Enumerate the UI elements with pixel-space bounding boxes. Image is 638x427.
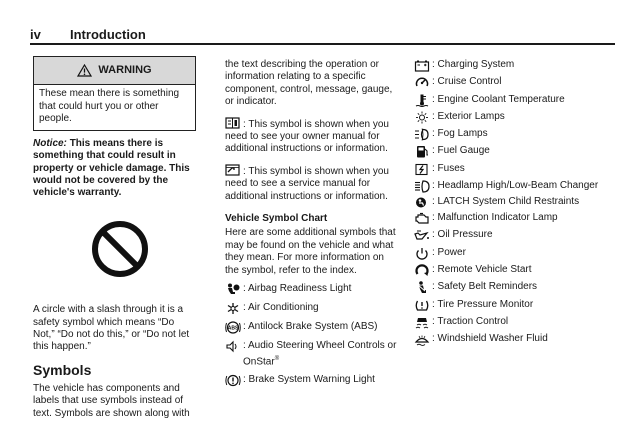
symbol-item-headlamp: : Headlamp High/Low-Beam Changer <box>414 180 614 193</box>
fog-lamps-icon <box>414 128 430 141</box>
page-number: iv <box>30 27 41 42</box>
battery-icon <box>414 59 430 72</box>
remote-start-icon <box>414 264 430 277</box>
symbol-item-airbag: : Airbag Readiness Light <box>225 283 397 296</box>
symbol-item-cruise: : Cruise Control <box>414 76 614 89</box>
seat-belt-icon <box>414 281 430 294</box>
service-manual-note: : This symbol is shown when you need to see a service manual for additional instructions or information. <box>225 165 389 202</box>
symbol-item-abs: ABS : Antilock Brake System (ABS) <box>225 321 397 334</box>
column-1 <box>33 56 196 420</box>
warning-title: WARNING <box>98 64 152 77</box>
coolant-temperature-icon <box>414 94 430 107</box>
fuses-icon <box>414 163 430 176</box>
traction-control-icon <box>414 316 430 329</box>
column-3 <box>414 59 614 350</box>
oil-pressure-icon <box>414 229 430 242</box>
tire-pressure-icon <box>414 299 430 312</box>
chart-intro: Here are some additional symbols that may be found on the vehicle and what they mean. For more information on the symbol, refer to the index. <box>225 227 396 276</box>
service-manual-icon <box>225 164 240 176</box>
power-icon <box>414 247 430 260</box>
audio-steering-icon <box>225 340 241 353</box>
symbol-item-charging: : Charging System <box>414 59 614 72</box>
air-conditioning-icon <box>225 302 241 315</box>
chart-heading: Vehicle Symbol Chart <box>225 213 328 225</box>
symbol-item-air-conditioning: : Air Conditioning <box>225 302 397 315</box>
symbol-item-fuel: : Fuel Gauge <box>414 145 614 158</box>
symbol-item-malfunction: : Malfunction Indicator Lamp <box>414 212 614 225</box>
symbols-intro: The vehicle has components and labels that use symbols instead of text. Symbols are shown along with <box>33 382 190 419</box>
latch-icon <box>414 196 430 209</box>
symbol-item-fog-lamps: : Fog Lamps <box>414 128 614 141</box>
symbol-item-remote-start: : Remote Vehicle Start <box>414 264 614 277</box>
owner-manual-icon <box>225 117 240 129</box>
notice-paragraph <box>33 138 196 200</box>
brake-warning-icon <box>225 374 241 387</box>
symbol-item-brake-warning: : Brake System Warning Light <box>225 374 397 387</box>
page-title: Introduction <box>70 27 146 42</box>
headlamp-beam-icon <box>414 180 430 193</box>
svg-text:ABS: ABS <box>227 325 239 332</box>
symbol-item-exterior-lamps: : Exterior Lamps <box>414 111 614 124</box>
engine-malfunction-icon <box>414 212 430 225</box>
symbols-heading: Symbols <box>33 361 92 378</box>
notice-text: This means there is something that could result in property or vehicle damage. This would not be covered by the vehicle's warranty. <box>33 137 190 199</box>
prohibition-icon <box>91 220 149 278</box>
exterior-lamps-icon <box>414 111 430 124</box>
symbol-item-seat-belt: : Safety Belt Reminders <box>414 281 614 294</box>
owner-manual-note: : This symbol is shown when you need to see your owner manual for additional instructions or information. <box>225 118 389 155</box>
symbol-item-traction: : Traction Control <box>414 316 614 329</box>
header-rule <box>30 43 615 45</box>
abs-icon <box>225 321 241 334</box>
warning-body: These mean there is something that could hurt you or other people. <box>39 88 180 125</box>
symbol-item-power: : Power <box>414 247 614 260</box>
warning-box <box>33 56 196 131</box>
symbol-item-audio-steering: : Audio Steering Wheel Controls or OnStar® <box>225 340 397 368</box>
washer-fluid-icon <box>414 333 430 346</box>
notice-label: Notice: <box>33 137 67 149</box>
symbol-item-coolant: : Engine Coolant Temperature <box>414 94 614 107</box>
warning-triangle-icon <box>77 64 92 77</box>
fuel-gauge-icon <box>414 145 430 158</box>
symbol-item-latch: : LATCH System Child Restraints <box>414 196 614 209</box>
symbol-item-oil: : Oil Pressure <box>414 229 614 242</box>
cruise-control-icon <box>414 76 430 89</box>
column-2 <box>225 59 397 387</box>
warning-header <box>34 57 195 85</box>
symbol-item-tire-pressure: : Tire Pressure Monitor <box>414 299 614 312</box>
symbol-item-fuses: : Fuses <box>414 163 614 176</box>
circle-slash-text: A circle with a slash through it is a safety symbol which means “Do Not,” “Do not do this,” or “Do not let this happen.” <box>33 304 190 353</box>
symbol-item-washer: : Windshield Washer Fluid <box>414 333 614 346</box>
airbag-icon <box>225 283 241 296</box>
continued-text: the text describing the operation or information relating to a specific component, control, message, gauge, or indicator. <box>225 59 393 108</box>
